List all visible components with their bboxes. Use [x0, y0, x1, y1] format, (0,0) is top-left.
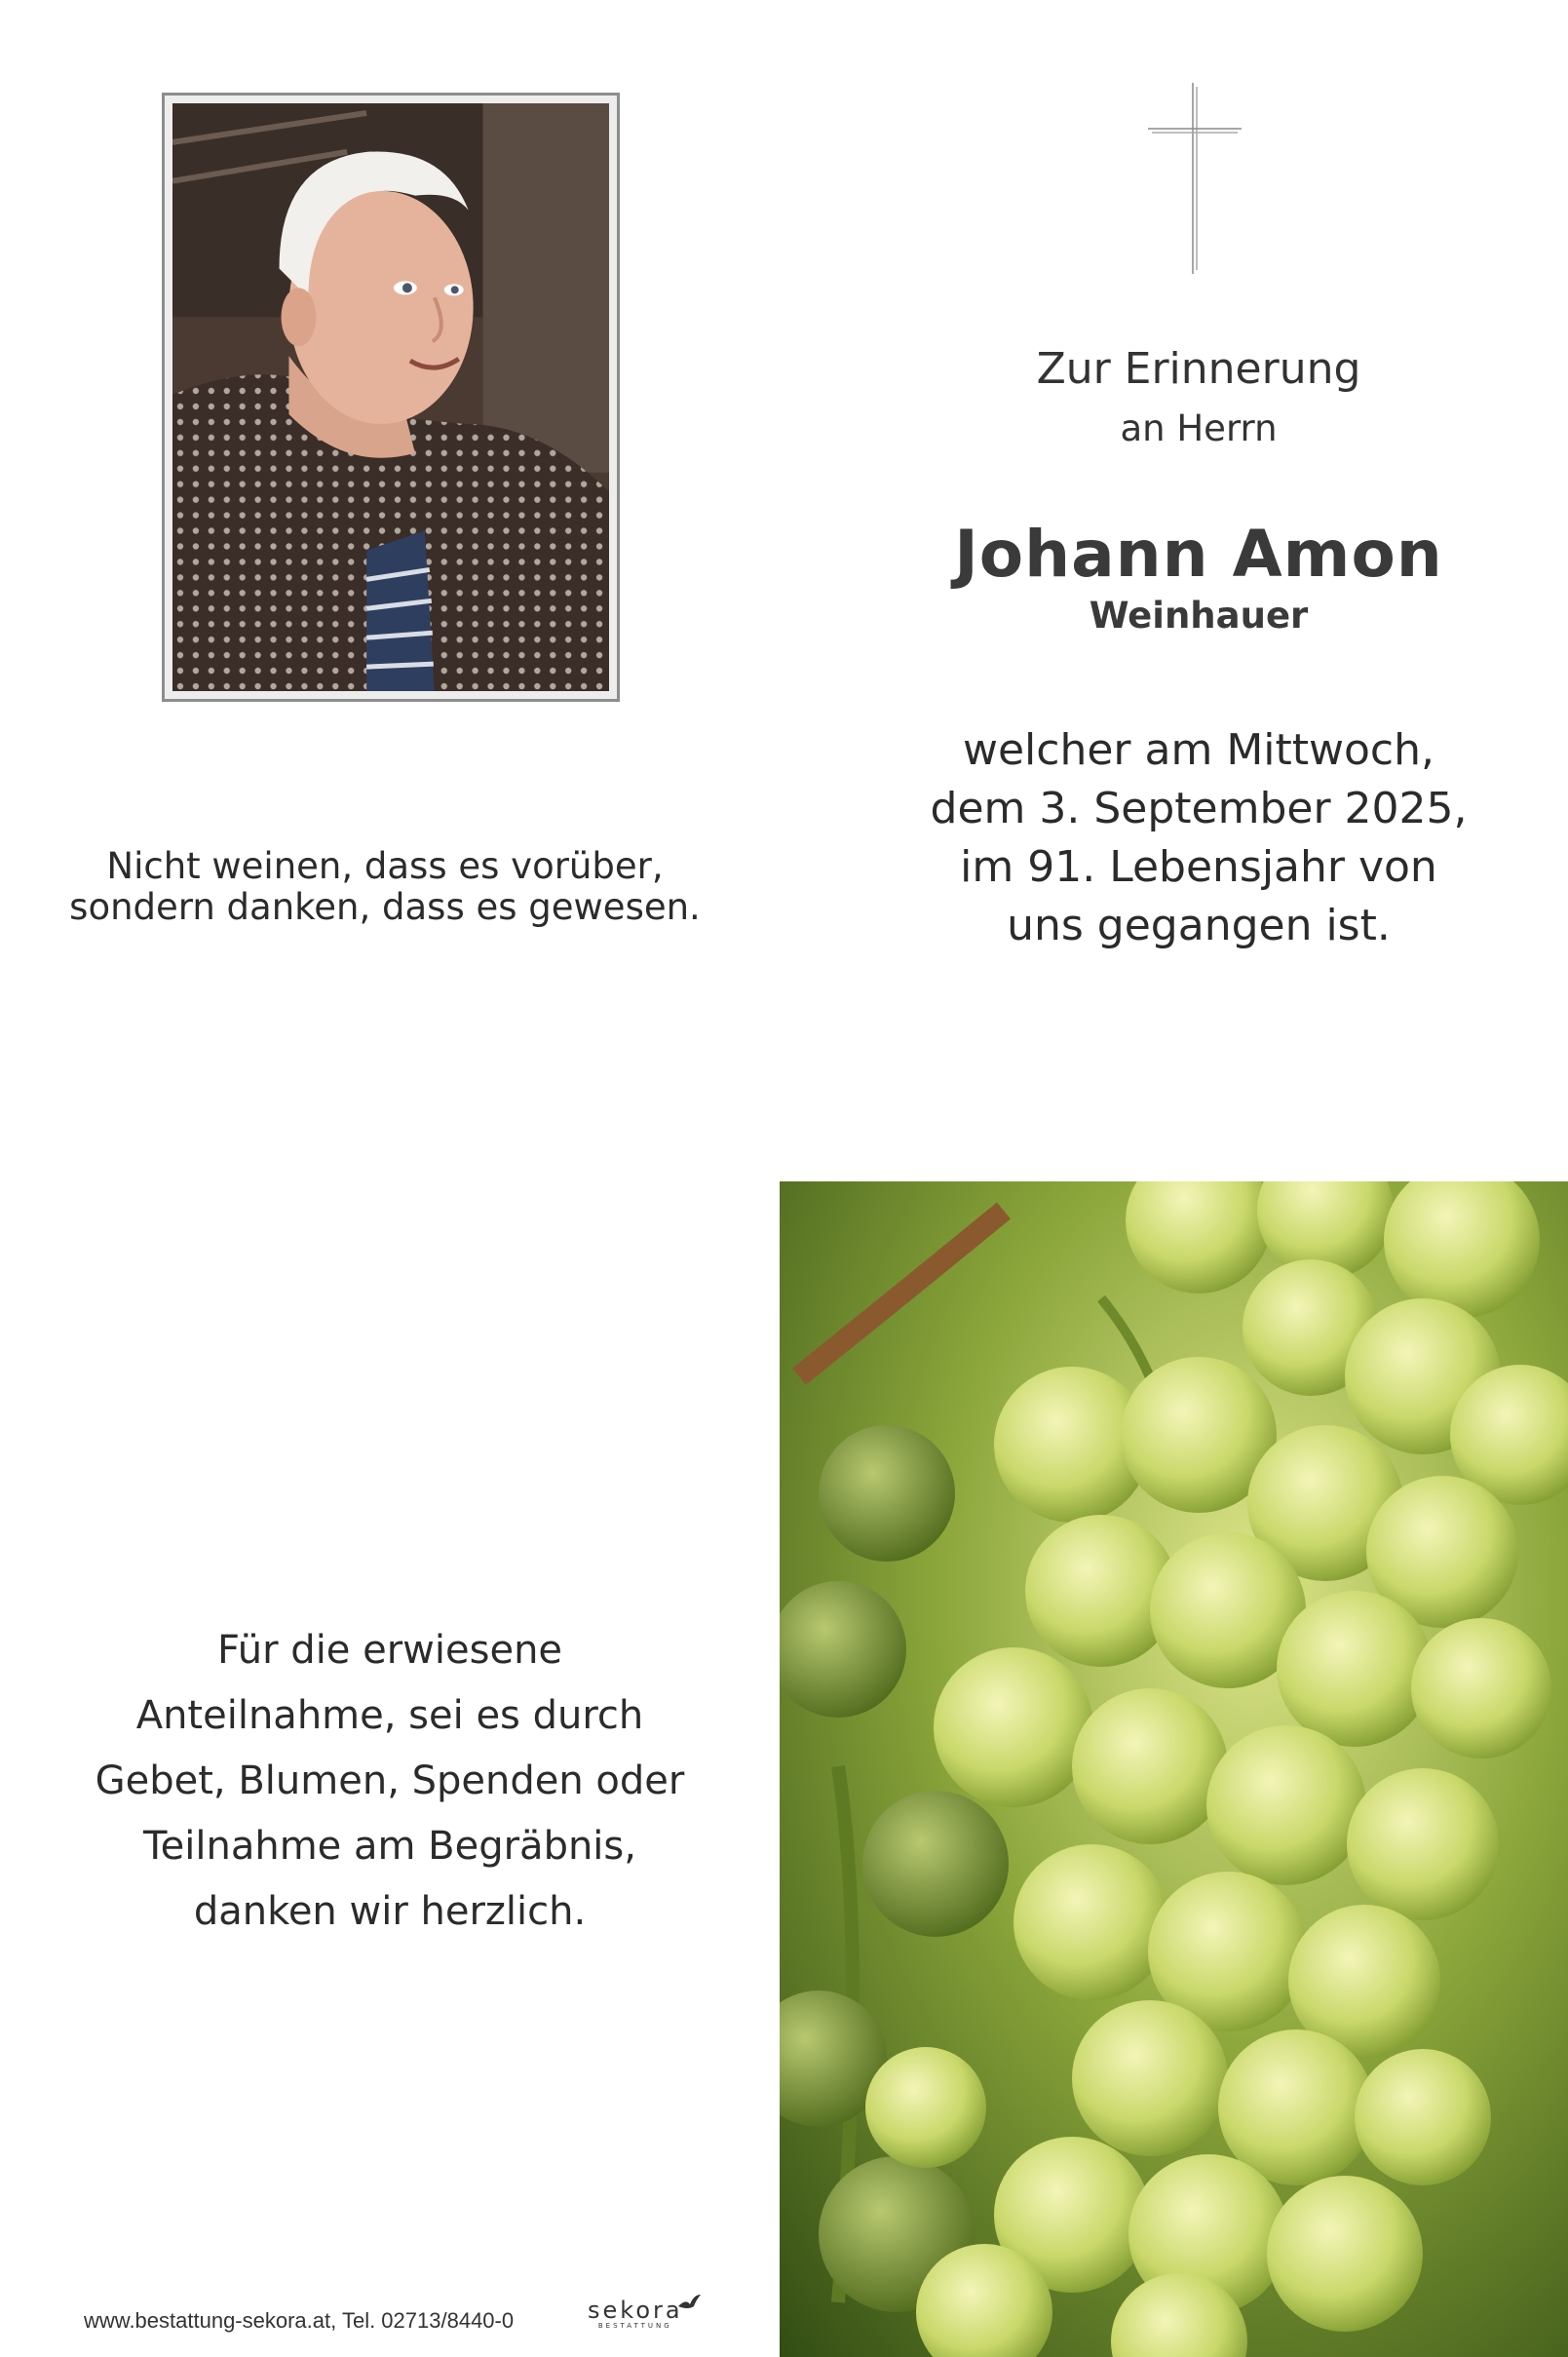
portrait-image [172, 103, 609, 691]
quote-line: Nicht weinen, dass es vorüber, [106, 845, 664, 887]
thanks-line: danken wir herzlich. [193, 1889, 587, 1934]
death-notice-line: welcher am Mittwoch, [963, 725, 1434, 775]
cross-icon [1148, 83, 1242, 274]
brand-name: sekora [588, 2297, 683, 2324]
thanks-line: Gebet, Blumen, Spenden oder [95, 1758, 685, 1803]
grapes-image [780, 1181, 1568, 2357]
death-notice-line: im 91. Lebensjahr von [960, 842, 1437, 892]
bird-logo-icon [676, 2293, 702, 2312]
brand-logo [588, 2297, 683, 2330]
intro-subtitle: an Herrn [1120, 407, 1278, 449]
deceased-name: Johann Amon [954, 517, 1443, 592]
thanks-line: Anteilnahme, sei es durch [135, 1693, 644, 1738]
brand-subtitle: BESTATTUNG [597, 2322, 672, 2330]
memorial-quote [58, 846, 711, 928]
quote-line: sondern danken, dass es gewesen. [69, 886, 701, 928]
thanks-line: Teilnahme am Begräbnis, [143, 1824, 636, 1869]
intro-title: Zur Erinnerung [1036, 344, 1361, 394]
deceased-occupation: Weinhauer [1089, 595, 1309, 637]
death-notice [877, 721, 1520, 955]
portrait-photo [162, 93, 620, 702]
death-notice-line: dem 3. September 2025, [930, 784, 1468, 833]
death-notice-line: uns gegangen ist. [1007, 901, 1391, 950]
footer-contact: www.bestattung-sekora.at, Tel. 02713/8440-0 [84, 2308, 515, 2333]
thanks-text [58, 1618, 721, 1945]
thanks-line: Für die erwiesene [216, 1628, 563, 1673]
